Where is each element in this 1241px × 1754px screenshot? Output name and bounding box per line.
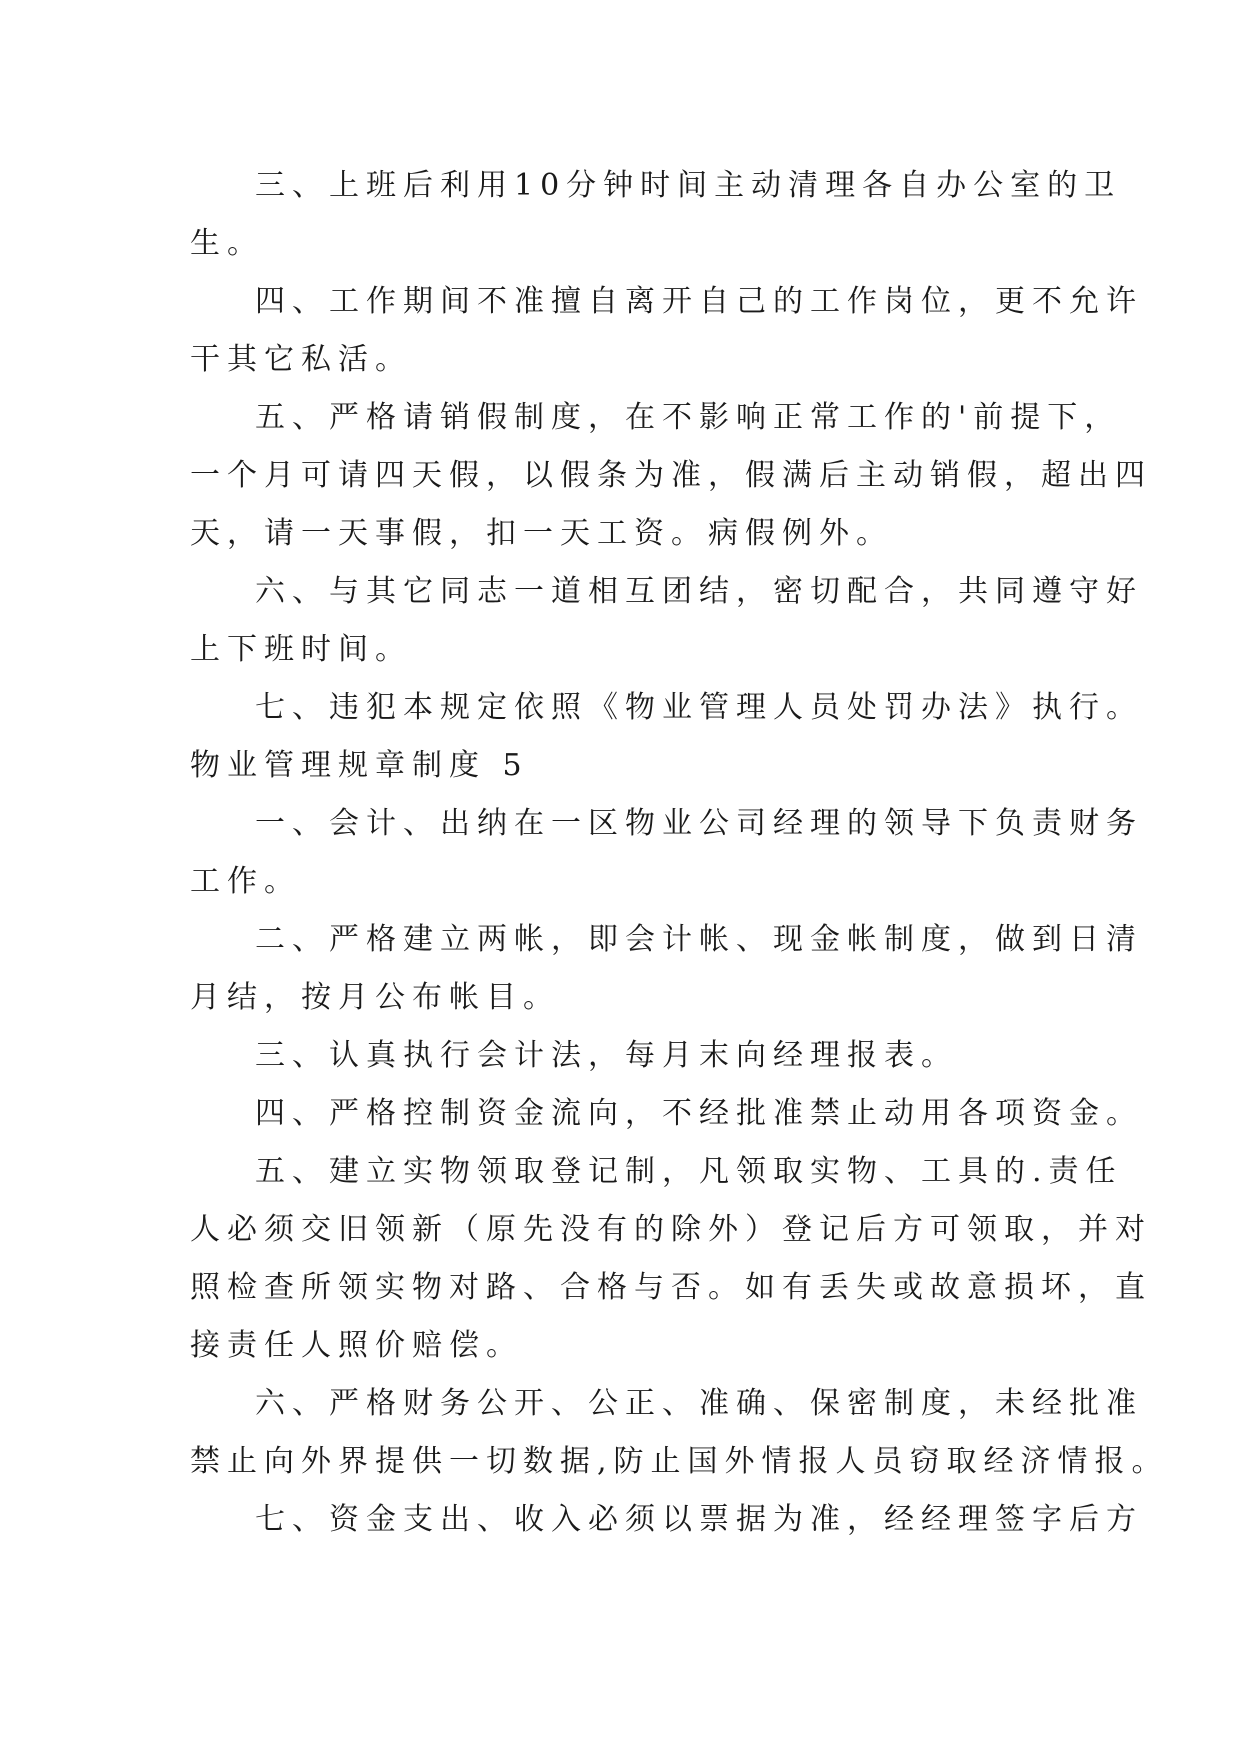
text-line: 人必须交旧领新（原先没有的除外）登记后方可领取，并对 bbox=[190, 1212, 1152, 1247]
text-line: 六、与其它同志一道相互团结，密切配合，共同遵守好 bbox=[255, 574, 1143, 609]
text-line: 生。 bbox=[190, 226, 264, 261]
text-line: 六、严格财务公开、公正、准确、保密制度，未经批准 bbox=[255, 1386, 1143, 1421]
text-line: 四、工作期间不准擅自离开自己的工作岗位，更不允许 bbox=[255, 284, 1143, 319]
text-line: 一、会计、出纳在一区物业公司经理的领导下负责财务 bbox=[255, 806, 1143, 841]
text-line: 一个月可请四天假，以假条为准，假满后主动销假，超出四 bbox=[190, 458, 1152, 493]
text-line: 上下班时间。 bbox=[190, 632, 412, 667]
text-line: 七、资金支出、收入必须以票据为准，经经理签字后方 bbox=[255, 1502, 1143, 1537]
section-heading: 物业管理规章制度 5 bbox=[190, 748, 529, 783]
text-line: 四、严格控制资金流向，不经批准禁止动用各项资金。 bbox=[255, 1096, 1143, 1131]
text-line: 五、建立实物领取登记制，凡领取实物、工具的.责任 bbox=[255, 1154, 1123, 1189]
text-line: 接责任人照价赔偿。 bbox=[190, 1328, 523, 1363]
text-line: 照检查所领实物对路、合格与否。如有丢失或故意损坏，直 bbox=[190, 1270, 1152, 1305]
text-line: 禁止向外界提供一切数据,防止国外情报人员窃取经济情报。 bbox=[190, 1444, 1169, 1479]
text-line: 月结，按月公布帐目。 bbox=[190, 980, 560, 1015]
text-line: 工作。 bbox=[190, 864, 301, 899]
text-line: 三、上班后利用10分钟时间主动清理各自办公室的卫 bbox=[255, 168, 1122, 203]
text-line: 天，请一天事假，扣一天工资。病假例外。 bbox=[190, 516, 893, 551]
text-line: 三、认真执行会计法，每月末向经理报表。 bbox=[255, 1038, 958, 1073]
text-line: 干其它私活。 bbox=[190, 342, 412, 377]
text-line: 五、严格请销假制度，在不影响正常工作的'前提下， bbox=[255, 400, 1122, 435]
text-line: 二、严格建立两帐，即会计帐、现金帐制度，做到日清 bbox=[255, 922, 1143, 957]
text-line: 七、违犯本规定依照《物业管理人员处罚办法》执行。 bbox=[255, 690, 1143, 725]
